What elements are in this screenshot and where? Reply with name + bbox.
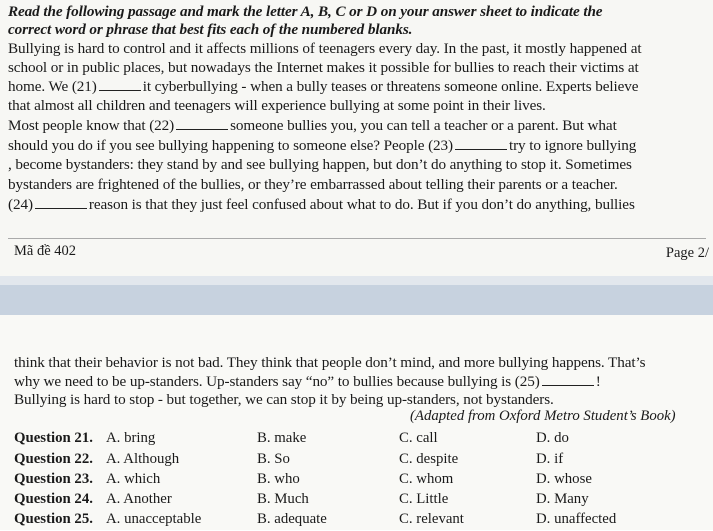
instruction-line-1: Read the following passage and mark the letter A, B, C or D on your answer sheet to indicate the — [8, 3, 603, 20]
question-row-23 — [14, 471, 709, 491]
option-c: C. call — [399, 430, 438, 446]
option-c: C. relevant — [399, 511, 464, 527]
source-citation: (Adapted from Oxford Metro Student’s Book) — [410, 408, 676, 424]
passage-line — [8, 137, 636, 155]
page-gap — [0, 285, 713, 315]
footer-divider — [8, 238, 706, 239]
exam-code: Mã đề 402 — [14, 243, 77, 259]
option-d: D. unaffected — [536, 511, 617, 527]
option-c: C. whom — [399, 471, 454, 487]
option-c: C. Little — [399, 491, 449, 507]
passage-line: Bullying is hard to stop - but together, we can stop it by being up-standers, not bystanders. — [14, 391, 554, 408]
question-row-24 — [14, 491, 709, 511]
passage-text: it cyberbullying - when a bully teases or threatens someone online. Experts believe — [142, 78, 639, 95]
option-b: B. Much — [257, 491, 309, 507]
passage-line: think that their behavior is not bad. They think that people don’t mind, and more bullying happens. That’s — [14, 354, 646, 371]
option-a: A. Another — [106, 491, 172, 507]
passage-line: , become bystanders: they stand by and see bullying happen, but don’t do anything to stop it. Sometimes — [8, 156, 632, 173]
blank-22 — [176, 118, 228, 130]
passage-text: someone bullies you, you can tell a teacher or a parent. But what — [230, 117, 617, 134]
blank-24 — [35, 197, 87, 209]
passage-line — [8, 196, 635, 214]
passage-line — [8, 117, 617, 135]
passage-line: school or in public places, but nowadays the Internet makes it possible for bullies to reach their victims at — [8, 59, 639, 76]
option-a: A. unacceptable — [106, 511, 202, 527]
passage-text: try to ignore bullying — [508, 137, 637, 154]
option-a: A. which — [106, 471, 161, 487]
passage-text: home. We (21) — [8, 78, 97, 95]
option-b: B. make — [257, 430, 307, 446]
question-label: Question 23. — [14, 471, 93, 487]
question-label: Question 25. — [14, 511, 93, 527]
question-row-25 — [14, 511, 709, 531]
page-number: Page 2/ — [665, 245, 709, 261]
passage-line — [14, 373, 601, 391]
option-a: A. bring — [106, 430, 156, 446]
question-row-21 — [14, 430, 709, 450]
question-label: Question 21. — [14, 430, 93, 446]
passage-line: Bullying is hard to control and it affects millions of teenagers every day. In the past, it mostly happened at — [8, 40, 642, 57]
option-c: C. despite — [399, 451, 459, 467]
question-row-22 — [14, 451, 709, 471]
passage-text: ! — [595, 373, 601, 390]
option-b: B. adequate — [257, 511, 327, 527]
question-label: Question 22. — [14, 451, 93, 467]
page-gap-edge — [0, 276, 713, 285]
passage-line: that almost all children and teenagers will experience bullying at some point in their lives. — [8, 97, 546, 114]
option-d: D. Many — [536, 491, 589, 507]
passage-text: (24) — [8, 196, 33, 213]
option-b: B. who — [257, 471, 300, 487]
blank-25 — [542, 374, 594, 386]
question-label: Question 24. — [14, 491, 93, 507]
passage-text: Most people know that (22) — [8, 117, 175, 134]
instruction-line-2: correct word or phrase that best fits each of the numbered blanks. — [8, 21, 413, 38]
blank-21 — [99, 79, 141, 91]
option-d: D. whose — [536, 471, 592, 487]
passage-text: why we need to be up-standers. Up-standers say “no” to bullies because bullying is (25) — [14, 373, 540, 390]
blank-23 — [455, 138, 507, 150]
option-b: B. So — [257, 451, 290, 467]
passage-text: reason is that they just feel confused about what to do. But if you don’t do anything, bullies — [88, 196, 635, 213]
passage-line — [8, 78, 638, 96]
option-d: D. do — [536, 430, 569, 446]
option-d: D. if — [536, 451, 564, 467]
passage-line: bystanders are frightened of the bullies, or they’re embarrassed about telling their parents or a teacher. — [8, 176, 618, 193]
passage-text: should you do if you see bullying happening to someone else? People (23) — [8, 137, 453, 154]
option-a: A. Although — [106, 451, 180, 467]
